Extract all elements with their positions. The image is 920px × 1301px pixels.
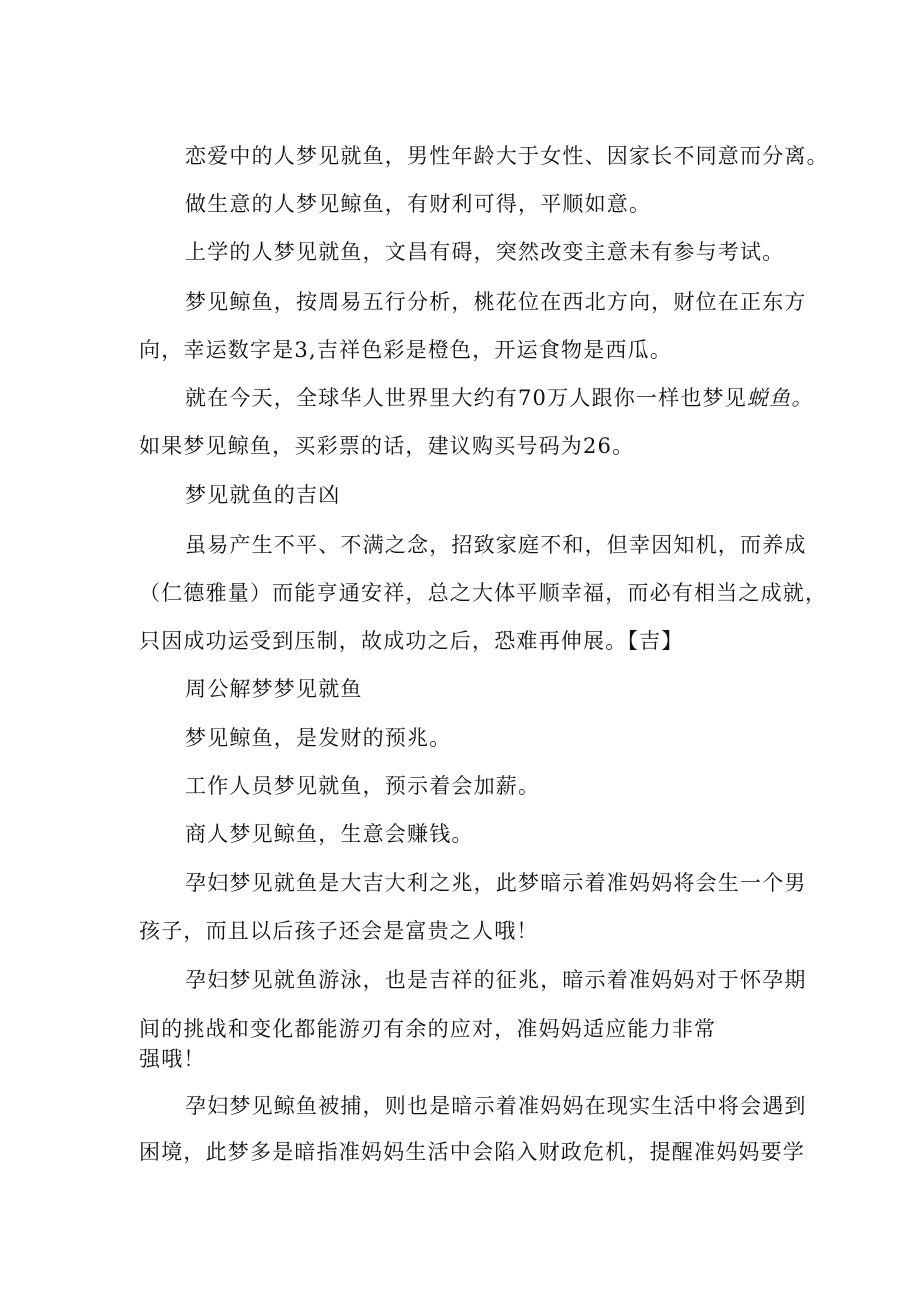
text-line: 向，幸运数字是3,吉祥色彩是橙色，开运食物是西瓜。	[139, 338, 673, 362]
section-heading: 梦见就鱼的吉凶	[185, 483, 341, 507]
text-line: 孕妇梦见就鱼游泳，也是吉祥的征兆，暗示着准妈妈对于怀孕期	[185, 968, 807, 992]
text-line: 只因成功运受到压制，故成功之后，恐难再伸展。【吉】	[139, 629, 684, 653]
text-line: 工作人员梦见就鱼，预示着会加薪。	[185, 774, 541, 798]
text-line: 困境，此梦多是暗指准妈妈生活中会陷入财政危机，提醒准妈妈要学	[139, 1140, 805, 1164]
text-segment: 就在今天，全球华人世界里大约有70万人跟你一样也梦见	[185, 386, 747, 410]
text-line: 梦见鲸鱼，是发财的预兆。	[185, 726, 452, 750]
text-line: （仁德雅量）而能亨通安祥，总之大体平顺幸福，而必有相当之成就，	[139, 581, 828, 605]
text-line: 孩子，而且以后孩子还会是富贵之人哦！	[139, 919, 539, 943]
text-line: 梦见鲸鱼，按周易五行分析，桃花位在西北方向，财位在正东方	[185, 290, 807, 314]
text-line: 孕妇梦见就鱼是大吉大利之兆，此梦暗示着准妈妈将会生一个男	[185, 871, 807, 895]
text-line: 做生意的人梦见鲸鱼，有财利可得，平顺如意。	[185, 192, 652, 216]
italic-segment: 蜕鱼。	[746, 386, 814, 410]
text-line: 如果梦见鲸鱼，买彩票的话，建议购买号码为26。	[139, 434, 635, 458]
text-line: 恋爱中的人梦见就鱼，男性年龄大于女性、因家长不同意而分离。	[185, 144, 829, 168]
text-line: 强哦！	[139, 1047, 206, 1071]
text-line: 虽易产生不平、不满之念，招致家庭不和，但幸因知机，而养成	[185, 533, 807, 557]
text-line: 商人梦见鲸鱼，生意会赚钱。	[185, 822, 474, 846]
text-line: 上学的人梦见就鱼，文昌有碍，突然改变主意未有参与考试。	[185, 240, 785, 264]
text-line	[185, 384, 814, 412]
text-line: 间的挑战和变化都能游刃有余的应对，准妈妈适应能力非常	[139, 1017, 717, 1041]
text-line: 孕妇梦见鲸鱼被捕，则也是暗示着准妈妈在现实生活中将会遇到	[185, 1094, 807, 1118]
section-heading: 周公解梦梦见就鱼	[185, 677, 363, 701]
